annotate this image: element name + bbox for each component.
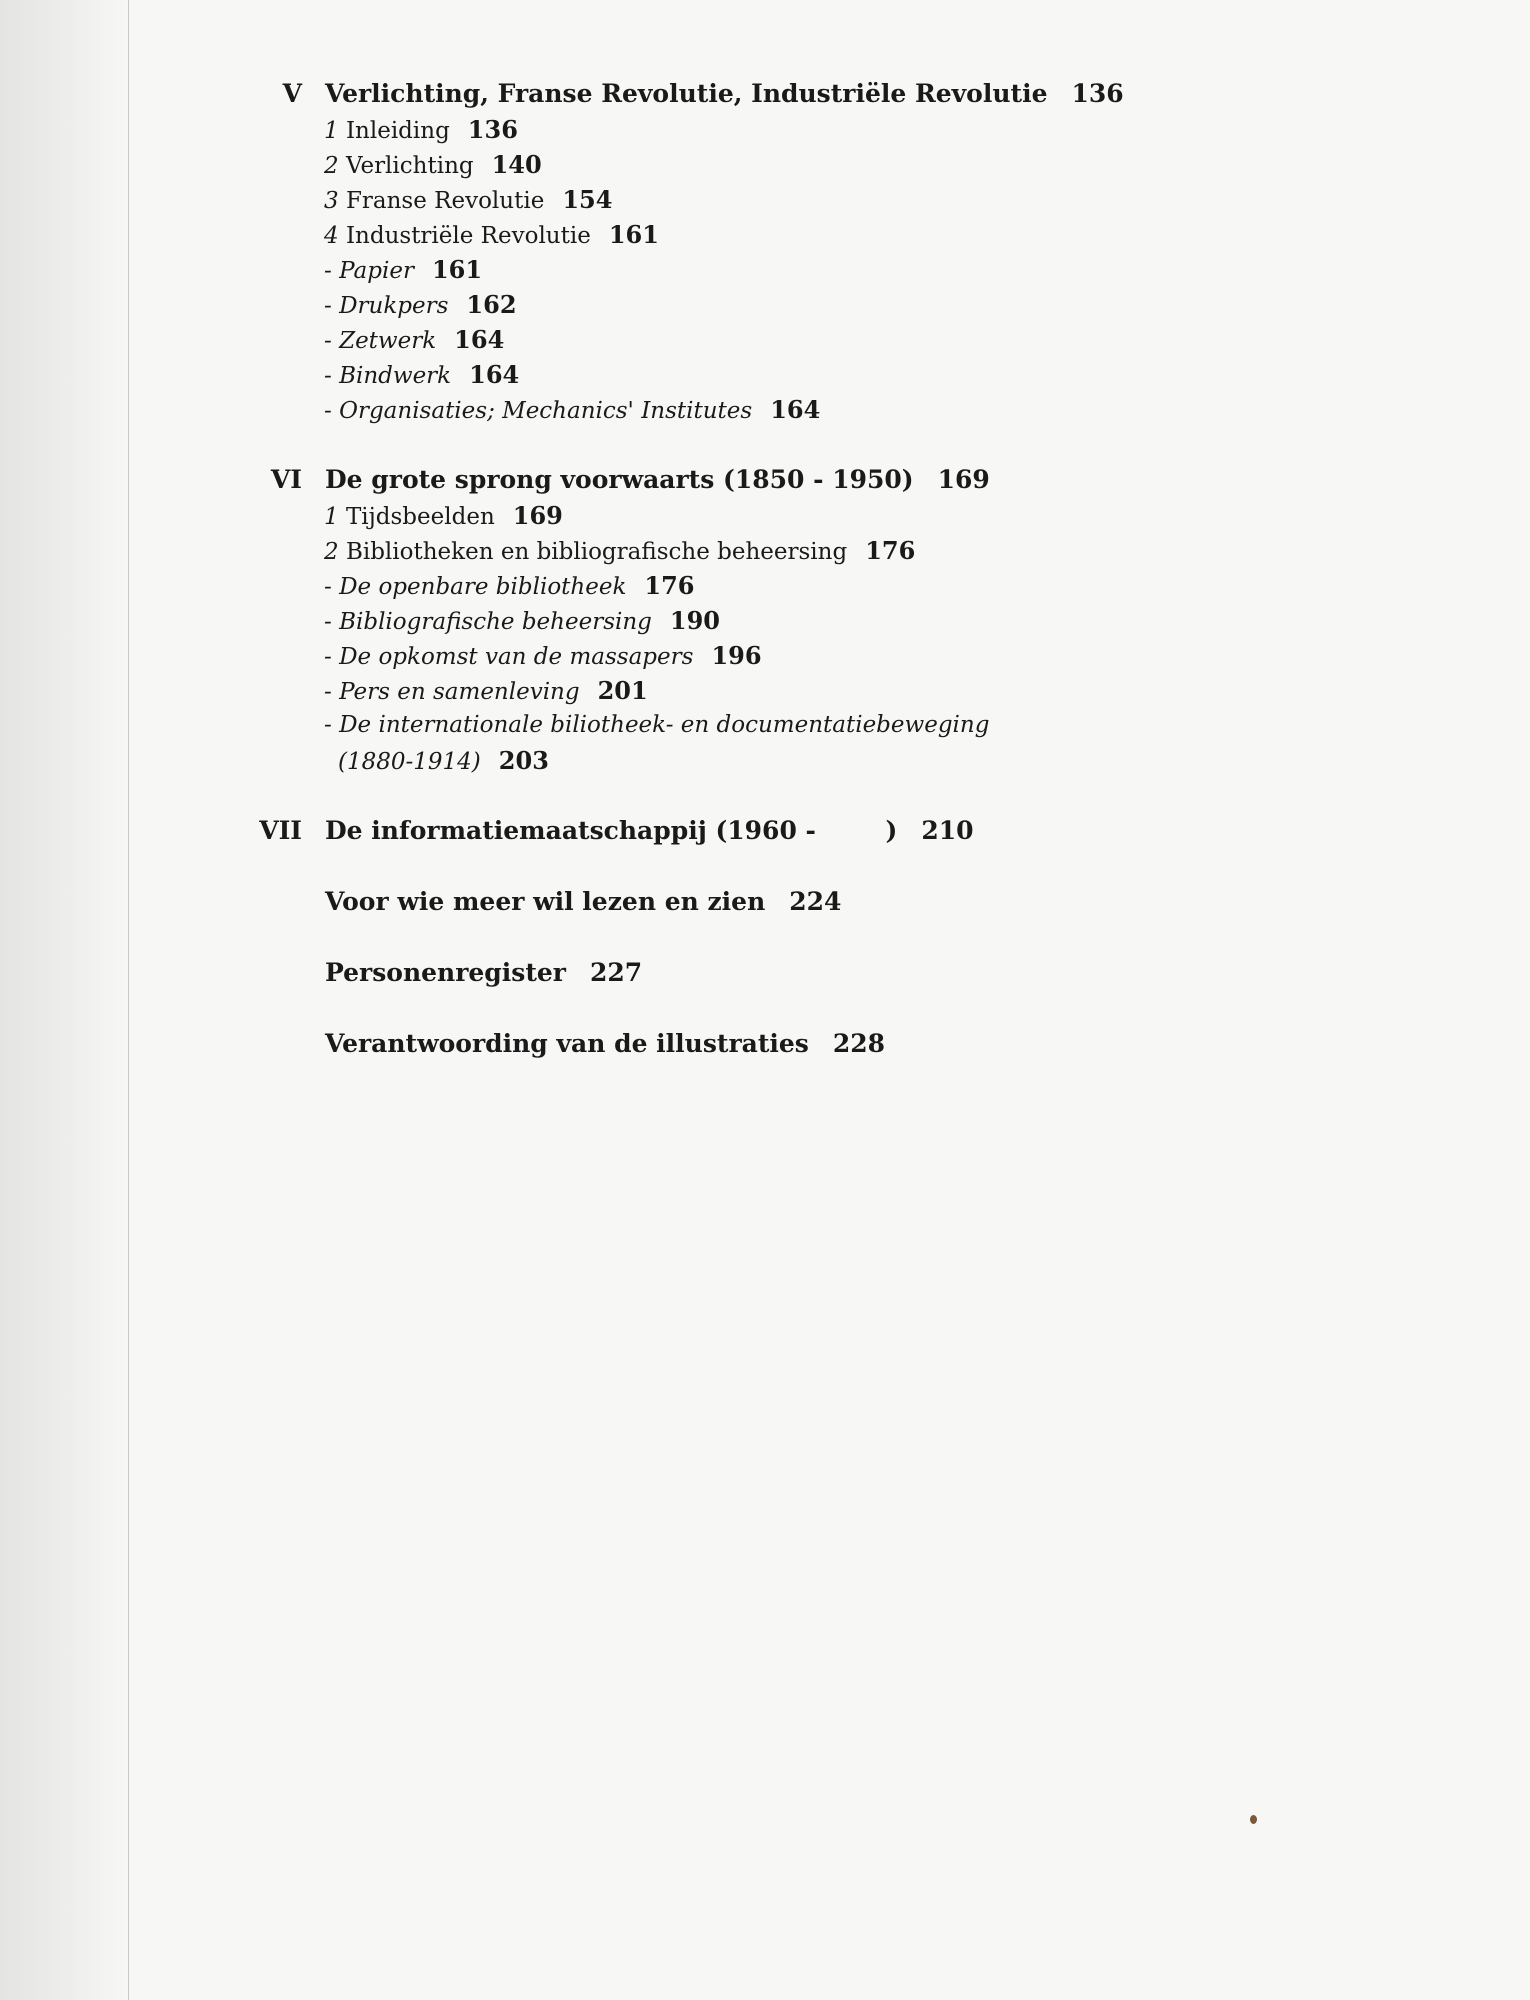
toc-entry <box>232 112 1232 147</box>
entry-marker: 1 <box>324 504 339 530</box>
entry-title: (1880-1914) <box>338 749 481 775</box>
entry-marker: 2 <box>324 153 339 179</box>
chapter-page-number: 136 <box>1071 79 1124 108</box>
chapter-heading <box>232 1026 1232 1062</box>
toc-entry <box>232 182 1232 217</box>
section-gap <box>232 427 1232 462</box>
paper-speck <box>1250 1815 1257 1824</box>
chapter-page-number: 210 <box>921 816 974 845</box>
chapter-title-line <box>325 1026 885 1062</box>
entry-page-number: 140 <box>491 150 542 179</box>
chapter-number: V <box>282 79 302 108</box>
entry-marker: - <box>324 712 332 738</box>
entry-title: Tijdsbeelden <box>345 504 495 530</box>
entry-marker: 2 <box>324 539 339 565</box>
entry-page-number: 161 <box>431 255 483 284</box>
entry-title: Drukpers <box>339 293 449 319</box>
toc-entry <box>232 322 1232 357</box>
chapter-title-line <box>325 76 1124 112</box>
chapter-number: VI <box>270 465 302 494</box>
chapter-title-line <box>325 813 974 849</box>
chapter-page-number: 228 <box>832 1029 886 1058</box>
entry-title: Bindwerk <box>339 363 452 389</box>
entry-title: Papier <box>339 258 414 284</box>
entry-page-number: 154 <box>562 185 613 214</box>
entry-title: Industriële Revolutie <box>345 223 591 249</box>
toc-entry <box>232 357 1232 392</box>
entry-page-number: 176 <box>644 571 695 600</box>
chapter-heading <box>232 462 1232 498</box>
section-gap <box>232 778 1232 813</box>
section-gap <box>232 991 1232 1026</box>
chapter-title: Voor wie meer wil lezen en zien <box>325 887 766 916</box>
binding-line <box>128 0 129 2000</box>
entry-page-number: 136 <box>467 115 518 144</box>
section-gap <box>232 849 1232 884</box>
entry-marker: - <box>324 644 332 670</box>
entry-page-number: 196 <box>711 641 762 670</box>
chapter-title: De informatiemaatschappij (1960 - ) <box>325 816 898 845</box>
entry-marker: - <box>324 258 332 284</box>
entry-marker: - <box>324 679 332 705</box>
binding-edge <box>0 0 128 2000</box>
toc-entry <box>232 568 1232 603</box>
entry-title: Inleiding <box>345 118 450 144</box>
toc-entry <box>232 673 1232 708</box>
chapter-heading <box>232 955 1232 991</box>
toc-entry <box>232 533 1232 568</box>
entry-marker: - <box>324 363 332 389</box>
entry-page-number: 161 <box>608 220 659 249</box>
entry-marker: 1 <box>324 118 339 144</box>
chapter-title-line <box>325 884 841 920</box>
entry-page-number: 164 <box>454 325 505 354</box>
section-gap <box>232 920 1232 955</box>
entry-marker: - <box>324 574 332 600</box>
entry-title: Organisaties; Mechanics' Institutes <box>339 398 753 424</box>
entry-marker: 4 <box>324 223 339 249</box>
toc-entry <box>232 603 1232 638</box>
entry-marker: - <box>324 609 332 635</box>
chapter-page-number: 227 <box>589 958 643 987</box>
entry-marker: - <box>324 398 332 424</box>
entry-title: Zetwerk <box>339 328 437 354</box>
chapter-heading <box>232 76 1232 112</box>
entry-marker: 3 <box>324 188 339 214</box>
toc-entry <box>232 743 1232 778</box>
entry-title: De internationale biliotheek- en documentatiebeweging <box>339 712 990 738</box>
chapter-page-number: 224 <box>789 887 842 916</box>
entry-page-number: 162 <box>466 290 517 319</box>
chapter-page-number: 169 <box>937 465 990 494</box>
entry-page-number: 164 <box>469 360 520 389</box>
toc-entry <box>232 147 1232 182</box>
entry-page-number: 176 <box>865 536 916 565</box>
toc-entry <box>232 638 1232 673</box>
chapter-title: Personenregister <box>325 958 566 987</box>
toc-entry <box>232 252 1232 287</box>
entry-marker: - <box>324 328 332 354</box>
chapter-title-line <box>325 955 642 991</box>
toc-entry <box>232 217 1232 252</box>
entry-title: Bibliografische beheersing <box>339 609 652 635</box>
toc-entry <box>232 498 1232 533</box>
toc-entry <box>232 287 1232 322</box>
chapter-heading <box>232 884 1232 920</box>
entry-page-number: 203 <box>498 746 549 775</box>
entry-title: De opkomst van de massapers <box>339 644 694 670</box>
toc-entry <box>232 392 1232 427</box>
entry-page-number: 201 <box>597 676 648 705</box>
entry-title: Franse Revolutie <box>345 188 545 214</box>
chapter-title: Verlichting, Franse Revolutie, Industriële Revolutie <box>325 79 1048 108</box>
chapter-title-line <box>325 462 990 498</box>
chapter-title: Verantwoording van de illustraties <box>325 1029 809 1058</box>
entry-page-number: 164 <box>770 395 821 424</box>
chapter-title: De grote sprong voorwaarts (1850 - 1950) <box>325 465 914 494</box>
entry-page-number: 169 <box>512 501 563 530</box>
entry-title: Verlichting <box>345 153 474 179</box>
entry-title: Pers en samenleving <box>339 679 580 705</box>
entry-title: De openbare bibliotheek <box>339 574 627 600</box>
entry-marker: - <box>324 293 332 319</box>
entry-page-number: 190 <box>669 606 720 635</box>
toc-entry <box>232 708 1232 743</box>
entry-title: Bibliotheken en bibliografische beheersing <box>345 539 848 565</box>
chapter-number: VII <box>259 816 302 845</box>
chapter-heading <box>232 813 1232 849</box>
table-of-contents <box>232 76 1232 1062</box>
